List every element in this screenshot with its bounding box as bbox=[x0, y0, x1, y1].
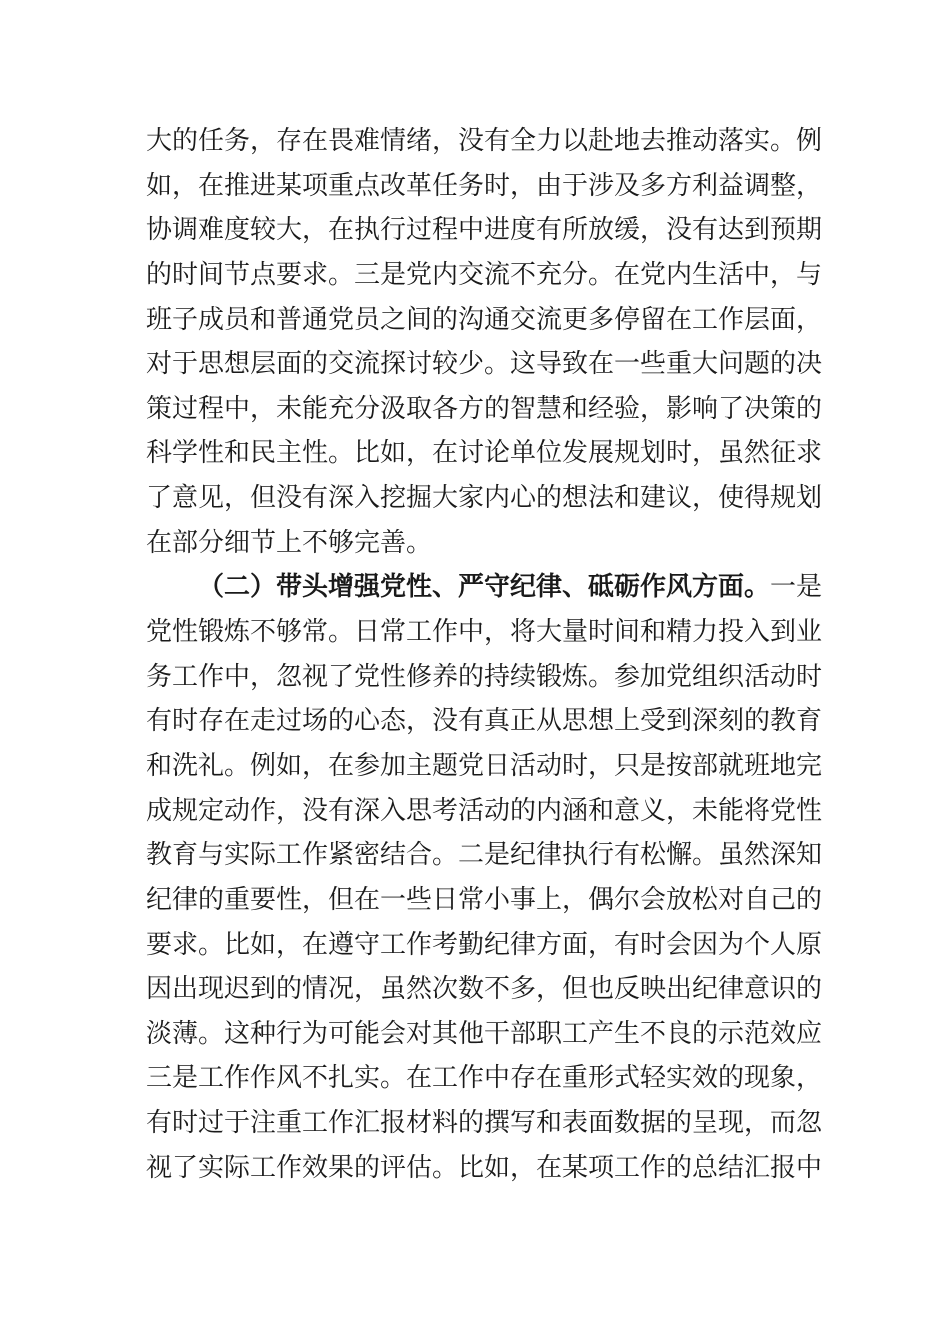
text-line: 要求。比如，在遵守工作考勤纪律方面，有时会因为个人原 bbox=[146, 929, 823, 960]
text-line: 协调难度较大，在执行过程中进度有所放缓，没有达到预期 bbox=[146, 215, 823, 246]
section-heading: （二）带头增强党性、严守纪律、砥砺作风方面。 bbox=[198, 572, 771, 603]
text-line: 纪律的重要性，但在一些日常小事上，偶尔会放松对自己的 bbox=[146, 884, 823, 915]
text-line: 党性锻炼不够常。日常工作中，将大量时间和精力投入到业 bbox=[146, 617, 823, 648]
text-line: 在部分细节上不够完善。 bbox=[146, 527, 433, 558]
text-line: 因出现迟到的情况，虽然次数不多，但也反映出纪律意识的 bbox=[146, 974, 823, 1005]
text-line: 的时间节点要求。三是党内交流不充分。在党内生活中，与 bbox=[146, 259, 823, 290]
text-line: 三是工作作风不扎实。在工作中存在重形式轻实效的现象， bbox=[146, 1063, 823, 1094]
text-line: 视了实际工作效果的评估。比如，在某项工作的总结汇报中 bbox=[146, 1152, 823, 1183]
text-line: 大的任务，存在畏难情绪，没有全力以赴地去推动落实。例 bbox=[146, 126, 823, 156]
text-line: 淡薄。这种行为可能会对其他干部职工产生不良的示范效应 bbox=[146, 1018, 823, 1049]
text-line: 务工作中，忽视了党性修养的持续锻炼。参加党组织活动时 bbox=[146, 661, 823, 692]
section-heading-line bbox=[146, 565, 823, 610]
text-line: 如，在推进某项重点改革任务时，由于涉及多方利益调整， bbox=[146, 170, 823, 201]
text-line: 教育与实际工作紧密结合。二是纪律执行有松懈。虽然深知 bbox=[146, 840, 823, 871]
text-line: 策过程中，未能充分汲取各方的智慧和经验，影响了决策的 bbox=[146, 393, 823, 424]
body-text bbox=[146, 119, 823, 1190]
text-line: 科学性和民主性。比如，在讨论单位发展规划时，虽然征求 bbox=[146, 438, 823, 469]
text-line: 有时存在走过场的心态，没有真正从思想上受到深刻的教育 bbox=[146, 706, 823, 737]
heading-line-text: 一是 bbox=[770, 572, 823, 603]
text-line: 对于思想层面的交流探讨较少。这导致在一些重大问题的决 bbox=[146, 349, 823, 380]
text-line: 班子成员和普通党员之间的沟通交流更多停留在工作层面， bbox=[146, 304, 823, 335]
text-line: 成规定动作，没有深入思考活动的内涵和意义，未能将党性 bbox=[146, 795, 823, 826]
text-line: 了意见，但没有深入挖掘大家内心的想法和建议，使得规划 bbox=[146, 483, 823, 514]
text-line: 有时过于注重工作汇报材料的撰写和表面数据的呈现，而忽 bbox=[146, 1108, 823, 1139]
text-line: 和洗礼。例如，在参加主题党日活动时，只是按部就班地完 bbox=[146, 750, 823, 781]
